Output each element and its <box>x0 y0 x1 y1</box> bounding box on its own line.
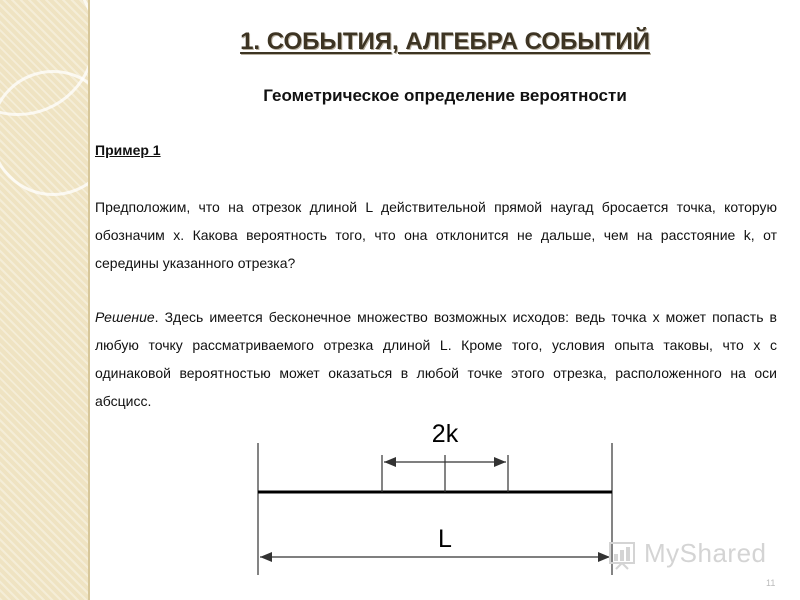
problem-paragraph: Предположим, что на отрезок длиной L действительной прямой наугад бросается точка, которую обозначим x. Какова вероятность того, что она отклонится не дальше, чем на расстояние k, от середины указанного отрезка? <box>95 199 777 271</box>
solution-label: Решение <box>95 309 155 325</box>
decorative-side-panel <box>0 0 90 600</box>
label-2k: 2k <box>431 420 459 448</box>
solution-paragraph <box>95 303 777 415</box>
k-arrow-left-head <box>384 457 396 467</box>
solution-text: . Здесь имеется бесконечное множество возможных исходов: ведь точка x может попасть в любую точку рассматриваемого отрезка длиной L. Кроме того, условия опыта таковы, что x с одинаковой вероятностью может оказаться в любой точке этого отрезка, расположенного на оси абсцисс. <box>95 309 777 409</box>
page-number: 11 <box>766 578 776 588</box>
bar-chart-icon <box>608 540 638 570</box>
label-l: L <box>438 525 452 553</box>
segment-diagram <box>250 415 630 585</box>
l-arrow-left-head <box>260 552 272 562</box>
decorative-circle <box>0 70 90 196</box>
k-arrow-right-head <box>494 457 506 467</box>
slide-subtitle: Геометрическое определение вероятности <box>263 86 627 105</box>
example-label: Пример 1 <box>95 142 161 158</box>
slide-title: 1. СОБЫТИЯ, АЛГЕБРА СОБЫТИЙ <box>240 28 650 55</box>
watermark-text: MyShared <box>644 538 767 568</box>
